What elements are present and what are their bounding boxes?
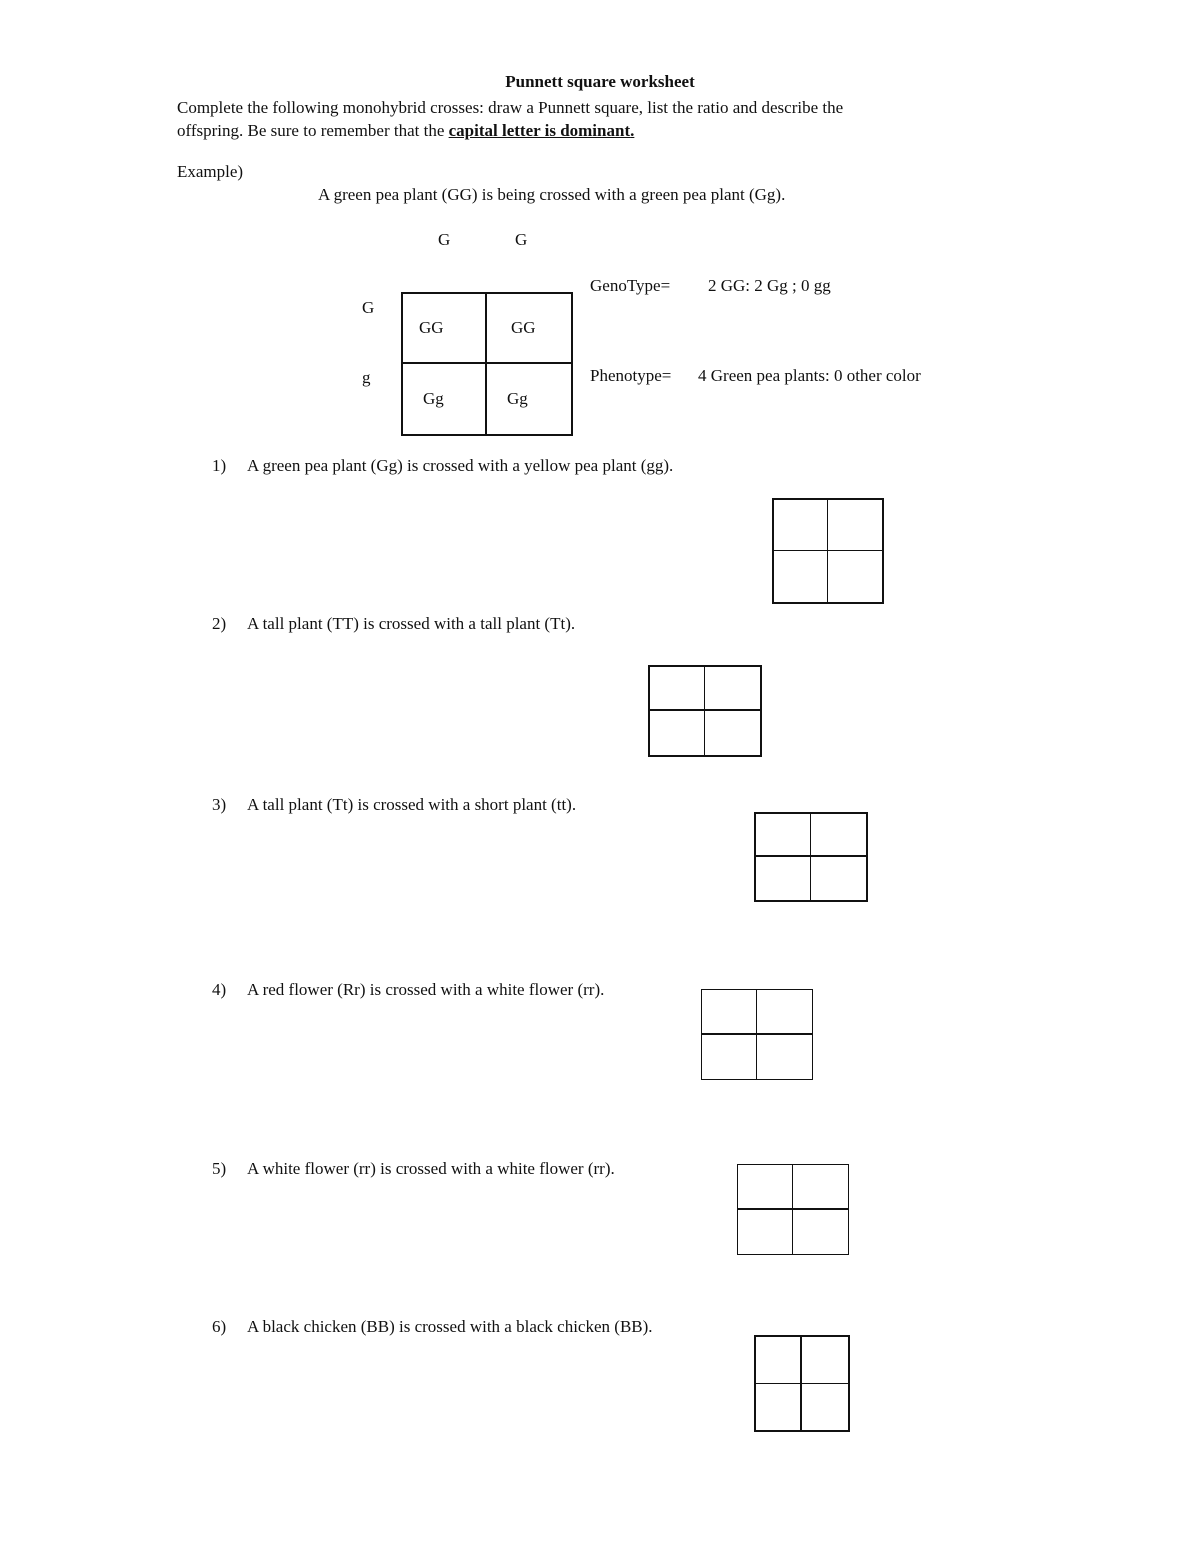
empty-cell [705, 667, 760, 711]
empty-cell [828, 500, 882, 551]
punnett-square-1 [772, 498, 884, 604]
example-cell: GG [403, 294, 487, 364]
empty-cell [756, 814, 811, 857]
empty-cell [702, 990, 757, 1035]
question-number: 4) [212, 980, 227, 999]
instructions-line-2-suffix: . [630, 121, 635, 140]
empty-cell [774, 500, 828, 551]
punnett-square-4 [701, 989, 813, 1080]
question-3 [212, 794, 576, 816]
question-text: A tall plant (TT) is crossed with a tall plant (Tt). [247, 614, 576, 633]
punnett-square-3 [754, 812, 868, 902]
example-label: Example) [177, 162, 244, 181]
instructions-line-2 [177, 119, 843, 142]
example-side-allele-1: G [362, 298, 375, 317]
empty-cell [774, 551, 828, 602]
genotype-label: GenoType= [590, 276, 671, 295]
question-4 [212, 979, 604, 1001]
example-top-allele-2: G [515, 230, 528, 249]
question-text: A green pea plant (Gg) is crossed with a yellow pea plant (gg). [247, 456, 674, 475]
empty-cell [738, 1210, 793, 1255]
question-text: A black chicken (BB) is crossed with a black chicken (BB). [247, 1317, 653, 1336]
question-number: 5) [212, 1159, 227, 1178]
empty-cell [811, 814, 866, 857]
question-text: A tall plant (Tt) is crossed with a short plant (tt). [247, 795, 577, 814]
instructions-line-2-prefix: offspring. Be sure to remember that the [177, 121, 449, 140]
question-text: A white flower (rr) is crossed with a white flower (rr). [247, 1159, 615, 1178]
empty-cell [793, 1165, 848, 1210]
empty-cell [793, 1210, 848, 1255]
question-number: 6) [212, 1317, 227, 1336]
example-cell: GG [487, 294, 571, 364]
empty-cell [757, 1035, 812, 1080]
question-5 [212, 1158, 615, 1180]
empty-cell [802, 1384, 848, 1431]
example-prompt: A green pea plant (GG) is being crossed with a green pea plant (Gg). [318, 185, 786, 204]
punnett-square-2 [648, 665, 762, 757]
empty-cell [757, 990, 812, 1035]
example-side-allele-2: g [362, 368, 371, 387]
example-top-allele-1: G [438, 230, 451, 249]
empty-cell [756, 1384, 802, 1431]
empty-cell [828, 551, 882, 602]
question-2 [212, 613, 575, 635]
instructions [177, 96, 843, 142]
question-6 [212, 1316, 653, 1338]
example-cell: Gg [403, 364, 487, 434]
punnett-square-5 [737, 1164, 849, 1255]
empty-cell [756, 857, 811, 900]
empty-cell [811, 857, 866, 900]
question-number: 2) [212, 614, 227, 633]
question-number: 3) [212, 795, 227, 814]
empty-cell [702, 1035, 757, 1080]
question-number: 1) [212, 456, 227, 475]
question-1 [212, 455, 673, 477]
phenotype-value: 4 Green pea plants: 0 other color [698, 366, 921, 385]
empty-cell [738, 1165, 793, 1210]
genotype-value: 2 GG: 2 Gg ; 0 gg [708, 276, 831, 295]
empty-cell [650, 667, 705, 711]
empty-cell [756, 1337, 802, 1384]
empty-cell [802, 1337, 848, 1384]
worksheet-title: Punnett square worksheet [505, 72, 695, 91]
empty-cell [650, 711, 705, 755]
empty-cell [705, 711, 760, 755]
example-cell: Gg [507, 389, 528, 408]
punnett-square-6 [754, 1335, 850, 1432]
example-punnett-square [401, 292, 573, 436]
instructions-line-1: Complete the following monohybrid crosses: draw a Punnett square, list the ratio and describe the [177, 98, 844, 117]
question-text: A red flower (Rr) is crossed with a white flower (rr). [247, 980, 605, 999]
instructions-emphasis: capital letter is dominant [448, 121, 631, 140]
phenotype-label: Phenotype= [590, 366, 672, 385]
